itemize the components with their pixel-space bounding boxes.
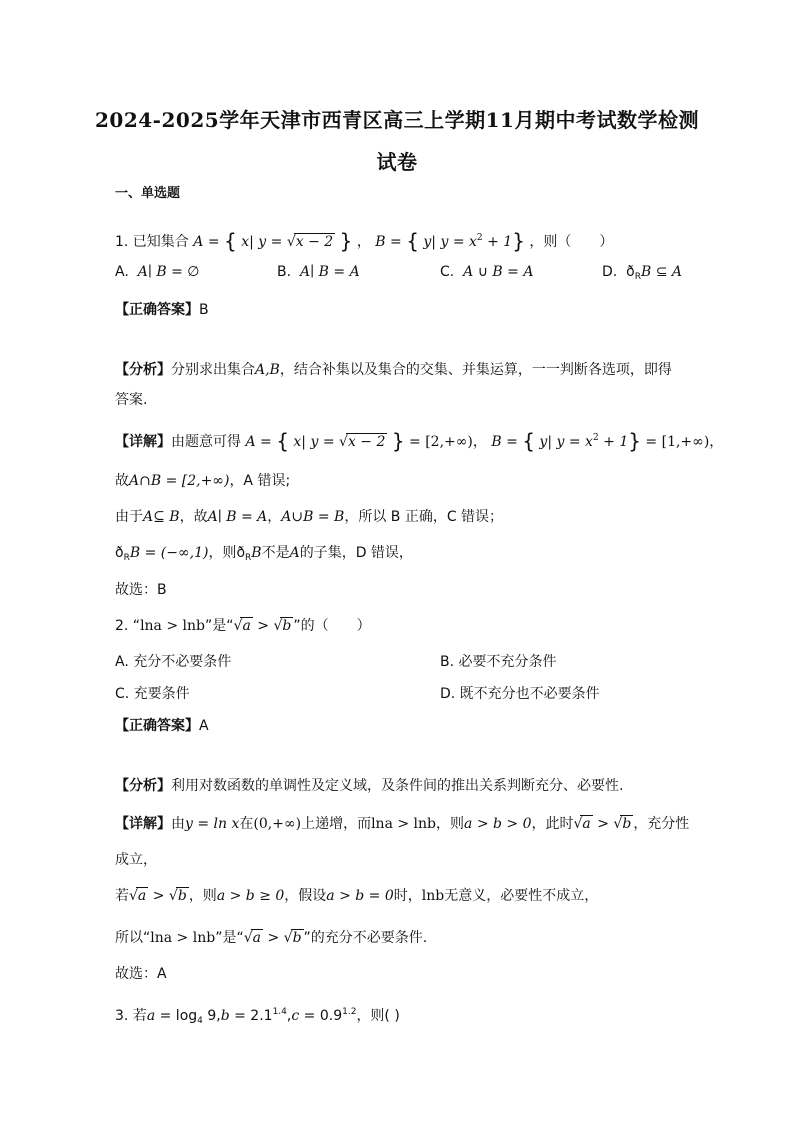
section-heading: 一、单选题: [115, 186, 181, 201]
q1-option-d: D. $ð_RB$ ⊆ A: [602, 264, 683, 282]
q2-option-a: A. 充分不必要条件: [115, 654, 232, 670]
q2-detail-line4: 所以“lna > lnb”是“√a > √b ”的充分不必要条件.: [115, 930, 428, 946]
q1-detail-a: 故A∩B = [2,+∞)，A 错误;: [115, 473, 291, 489]
q2-answer: 【正确答案】A: [115, 718, 209, 734]
q1-conclusion: 故选：B: [115, 582, 167, 598]
q1-analysis: 【分析】分别求出集合A,B，结合补集以及集合的交集、并集运算，一一判断各选项，即得: [115, 362, 672, 378]
q1-prefix: 1. 已知集合: [115, 234, 189, 250]
q1-stem: 1. 已知集合 A = { x| y = √x − 2 } ， B = { y| $y = x^2 + 1$} ，则（ ）: [115, 229, 614, 253]
q1-detail: 【详解】由题意可得 A = { x| y = √x − 2 } = [2,+∞)， B = { y| $y = x^2 + 1\} = [1,+\infty)$，: [115, 429, 724, 453]
q1-option-b: B. A∣ B = A: [277, 264, 360, 280]
q2-conclusion: 故选：A: [115, 966, 167, 982]
doc-title-line1: 2024-2025学年天津市西青区高三上学期11月期中考试数学检测: [95, 108, 699, 132]
q2-detail: 【详解】由y = ln x在(0,+∞)上递增，而lna > lnb，则a > b > 0，此时√a > √b ，充分性: [115, 816, 690, 832]
q2-analysis: 【分析】利用对数函数的单调性及定义域，及条件间的推出关系判断充分、必要性.: [115, 778, 624, 794]
q1-detail-c: $ð_RB = (-\infty,1)$，则$ð_RB$不是A的子集，D 错误，: [115, 545, 413, 563]
doc-title-line2: 试卷: [376, 150, 418, 174]
q1-option-c: C. A ∪ B = A: [440, 264, 534, 280]
q2-detail-line2: 成立，: [115, 852, 157, 868]
q2-detail-line3: 若√a > √b ，则a > b ≥ 0，假设a > b = 0时，lnb无意义，必要性不成立，: [115, 888, 599, 904]
q2-option-d: D. 既不充分也不必要条件: [440, 686, 600, 702]
q2-stem: 2. “lna > lnb”是“√a > √b ”的（ ）: [115, 618, 371, 634]
q1-answer: 【正确答案】B: [115, 302, 209, 318]
q1-detail-b: 由于A⊆ B，故A∣ B = A，A∪B = B，所以 B 正确，C 错误；: [115, 509, 504, 525]
q2-option-b: B. 必要不充分条件: [440, 654, 557, 670]
q1-set-a: A = { x| y = √x − 2 }: [193, 229, 353, 253]
q1-analysis-line2: 答案.: [115, 392, 148, 408]
q2-option-c: C. 充要条件: [115, 686, 190, 702]
q3-stem: 3. 若$a = \log_4 9,b = 2.1^{1.4},c = 0.9^{1.2}$，则( ): [115, 1007, 400, 1026]
q1-option-a: A. A∣ B = ∅: [115, 264, 200, 280]
q1-set-b: B = { y| $y = x^2 + 1$}: [375, 229, 525, 253]
